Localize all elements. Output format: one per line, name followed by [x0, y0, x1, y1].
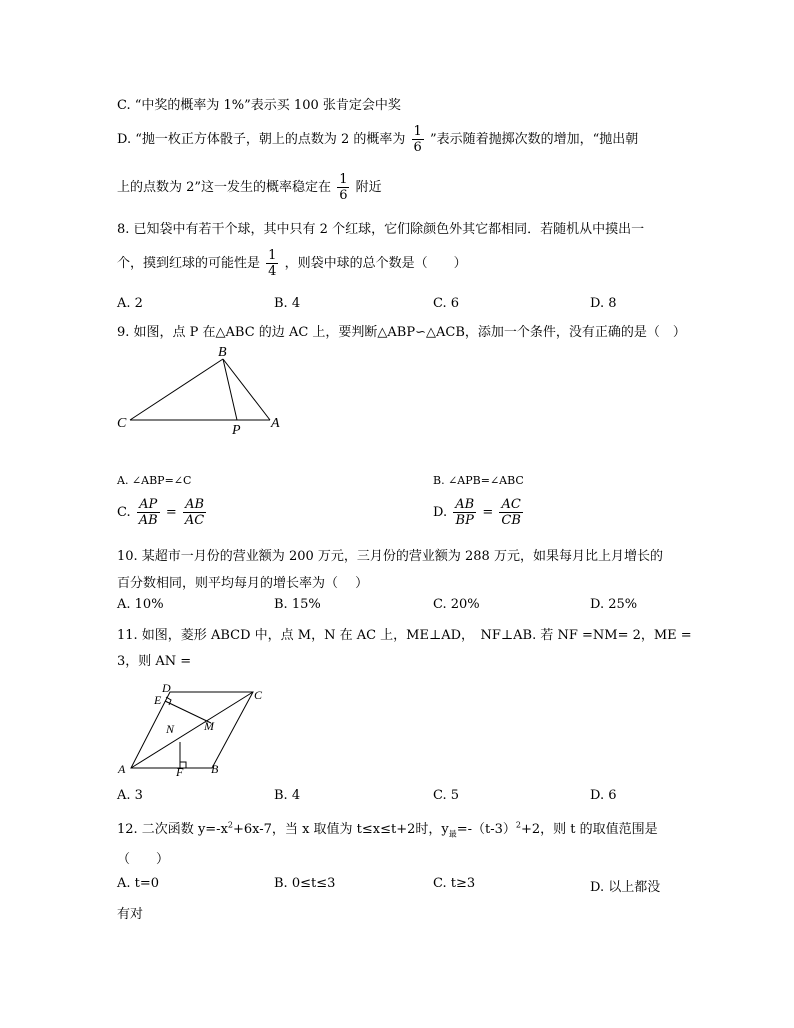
diagonal-ac [131, 692, 253, 768]
q12-option-b[interactable]: B. 0≤t≤3 [274, 876, 336, 891]
q11-option-a[interactable]: A. 3 [117, 788, 143, 803]
label-n: N [166, 722, 175, 736]
q12-option-d[interactable]: D. 以上都没 [590, 880, 661, 895]
q8-stem-2a: 个，摸到红球的可能性是 [117, 256, 261, 271]
label-m: M [204, 719, 214, 733]
q12-option-a[interactable]: A. t=0 [117, 876, 160, 891]
label-p: P [232, 423, 241, 438]
q8-stem-2b: ，则袋中球的总个数是（ ） [284, 256, 467, 271]
fraction-ab-ac: $\frac{AB}{AC}$ [184, 497, 205, 528]
label-e: E [154, 693, 162, 707]
q11-stem-2: 3，则 AN = [117, 654, 192, 669]
q9-option-c[interactable]: C. $\frac{AP}{AB}$ = $\frac{AB}{AC}$ [117, 497, 205, 528]
fraction-one-quarter: $\frac{1}{4}$ [268, 248, 277, 279]
label-c: C [117, 416, 127, 431]
label-c2: C [254, 688, 263, 702]
label-a: A [271, 416, 280, 431]
q10-stem-2: 百分数相同，则平均每月的增长率为（ ） [117, 576, 369, 591]
q11-option-b[interactable]: B. 4 [274, 788, 301, 803]
q8-option-b[interactable]: B. 4 [274, 296, 301, 311]
fraction-one-sixth-2: $\frac{1}{6}$ [339, 172, 348, 203]
q8-option-c[interactable]: C. 6 [433, 296, 460, 311]
q9-option-d[interactable]: D. $\frac{AB}{BP}$ = $\frac{AC}{CB}$ [433, 497, 521, 528]
q8-stem-1: 8. 已知袋中有若干个球，其中只有 2 个红球，它们除颜色外其它都相同．若随机从中摸出一 [117, 222, 645, 237]
q11-option-d[interactable]: D. 6 [590, 788, 617, 803]
prev-option-d-cont [117, 172, 382, 203]
label-d: D [162, 681, 171, 695]
prev-option-d-text-2: ”表示随着抛掷次数的增加，“抛出朝 [429, 132, 639, 147]
prev-option-d-text-1: D. “抛一枚正方体骰子，朝上的点数为 2 的概率为 [117, 132, 406, 147]
label-a2: A [118, 762, 126, 776]
label-b2: B [211, 762, 219, 776]
q12-stem-2: （ ） [117, 852, 170, 867]
q12-stem-1: 12. 二次函数 $y=-x^2+6x-7$，当 x 取值为 t≤x≤t+2时，$y_最=-(t-3)^2+2$，则 t 的取值范围是 [117, 820, 658, 839]
fraction-ap-ab: $\frac{AP}{AB}$ [138, 497, 158, 528]
q11-option-c[interactable]: C. 5 [433, 788, 460, 803]
q10-option-a[interactable]: A. 10% [117, 597, 164, 612]
q10-option-c[interactable]: C. 20% [433, 597, 480, 612]
q9-stem: 9. 如图，点 P 在△ABC 的边 AC 上，要判断△ABP∽△ACB，添加一个条件，没有正确的是（ ） [117, 325, 686, 340]
fraction-ab-bp: $\frac{AB}{BP}$ [455, 497, 475, 528]
q12-option-d-cont: 有对 [117, 907, 144, 922]
q9-option-a[interactable]: A. ∠ABP=∠C [117, 474, 192, 487]
q8-option-d[interactable]: D. 8 [590, 296, 617, 311]
label-b: B [218, 345, 227, 360]
fraction-ac-cb: $\frac{AC}{CB}$ [501, 497, 521, 528]
label-f: F [176, 765, 184, 779]
q9-option-b[interactable]: B. ∠APB=∠ABC [433, 474, 524, 487]
prev-option-d [117, 124, 638, 155]
prev-option-c: C. “中奖的概率为 1%”表示买 100 张肯定会中奖 [117, 98, 401, 113]
prev-option-d-text-3: 上的点数为 2”这一发生的概率稳定在 [117, 180, 332, 195]
q12-option-c[interactable]: C. t≥3 [433, 876, 476, 891]
q8-stem-2 [117, 248, 467, 279]
fraction-one-sixth: $\frac{1}{6}$ [413, 124, 422, 155]
triangle-figure [110, 340, 310, 440]
q10-option-d[interactable]: D. 25% [590, 597, 638, 612]
segment-bc [130, 359, 223, 420]
q8-option-a[interactable]: A. 2 [117, 296, 143, 311]
q10-stem-1: 10. 某超市一月份的营业额为 200 万元，三月份的营业额为 288 万元，如果每月比上月增长的 [117, 549, 663, 564]
prev-option-d-text-4: 附近 [355, 180, 382, 195]
q10-option-b[interactable]: B. 15% [274, 597, 321, 612]
q11-stem-1: 11. 如图，菱形 ABCD 中，点 M，N 在 AC 上，ME⊥AD， NF⊥AB. 若 NF =NM= 2，ME = [117, 628, 692, 643]
